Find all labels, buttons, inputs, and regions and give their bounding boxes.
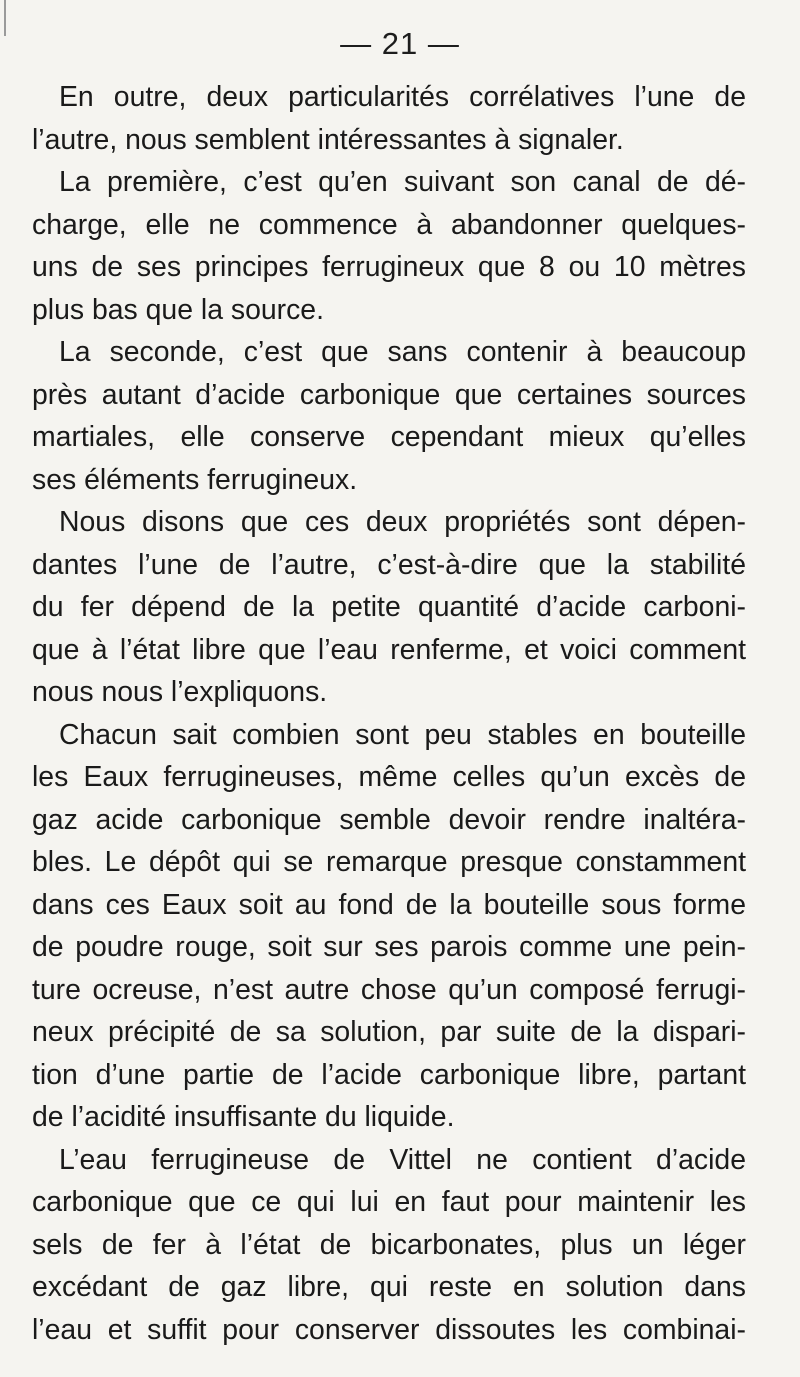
text-line: martiales, elle conserve cependant mieux qu’elles [32,421,746,453]
text-line: excédant de gaz libre, qui reste en solution dans [32,1271,746,1303]
text-line: ses éléments ferrugineux. [32,463,358,496]
text-line: plus bas que la source. [32,293,324,326]
text-line: En outre, deux particularités corrélatives l’une de [59,81,746,113]
text-line: de l’acidité insuffisante du liquide. [32,1101,455,1133]
text-line: l’eau et suffit pour conserver dissoutes les combinai- [32,1313,746,1346]
text-line: les Eaux ferrugineuses, même celles qu’un excès de [32,761,746,793]
text-line: près autant d’acide carbonique que certaines sources [32,378,746,411]
text-line: L’eau ferrugineuse de Vittel ne contient d’acide [59,1143,746,1176]
text-line: Chacun sait combien sont peu stables en bouteille [59,718,746,751]
page-number: — 21 — [340,26,460,61]
text-line: dantes l’une de l’autre, c’est-à-dire que la stabilité [32,548,746,581]
text-line: dans ces Eaux soit au fond de la bouteille sous forme [32,888,746,921]
text-line: uns de ses principes ferrugineux que 8 ou 10 mètres [32,251,746,283]
text-line: charge, elle ne commence à abandonner quelques- [32,208,746,241]
body-text [32,76,746,1351]
text-line: La première, c’est qu’en suivant son canal de dé- [59,166,746,198]
text-line: carbonique que ce qui lui en faut pour maintenir les [32,1186,746,1218]
text-line: gaz acide carbonique semble devoir rendre inaltéra- [32,803,746,836]
text-line: que à l’état libre que l’eau renferme, et voici comment [32,633,746,666]
text-line: Nous disons que ces deux propriétés sont dépen- [59,506,746,538]
text-line: La seconde, c’est que sans contenir à beaucoup [59,336,746,368]
text-line: tion d’une partie de l’acide carbonique libre, partant [32,1058,746,1091]
text-line: du fer dépend de la petite quantité d’acide carboni- [32,591,746,623]
text-line: l’autre, nous semblent intéressantes à signaler. [32,123,624,156]
text-line: nous nous l’expliquons. [32,676,328,708]
text-line: bles. Le dépôt qui se remarque presque constamment [32,846,746,878]
text-line: ture ocreuse, n’est autre chose qu’un composé ferrugi- [32,973,746,1006]
text-line: de poudre rouge, soit sur ses parois comme une pein- [32,931,746,963]
text-line: neux précipité de sa solution, par suite de la dispari- [32,1016,746,1048]
text-line: sels de fer à l’état de bicarbonates, plus un léger [32,1228,746,1261]
